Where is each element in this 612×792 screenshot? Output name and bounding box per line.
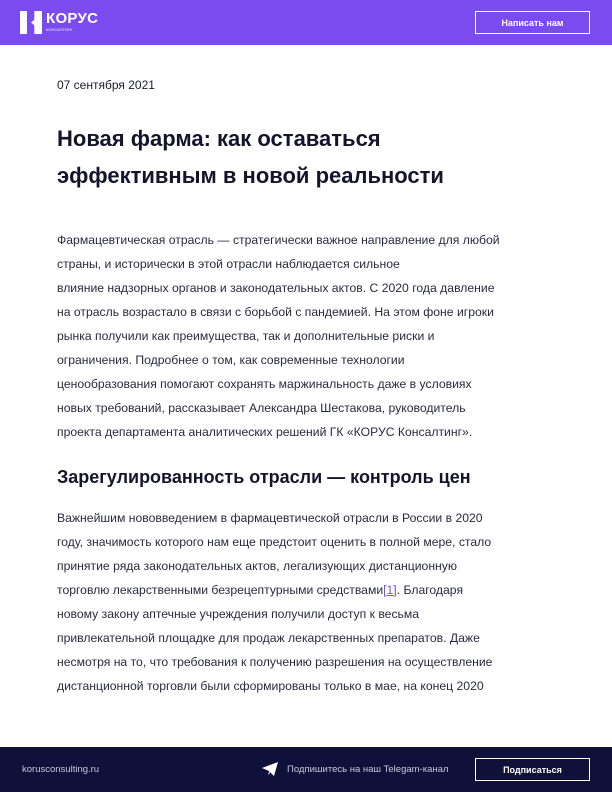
text-line: страны, и исторически в этой отрасли наблюдается сильное	[57, 257, 400, 271]
text-line-with-ref	[57, 578, 557, 602]
telegram-icon	[262, 762, 278, 776]
text-line: рынка получили как преимущества, так и дополнительные риски и	[57, 329, 435, 343]
telegram-text: Подпишитесь на наш Telegam-канал	[287, 763, 449, 775]
intro-paragraph	[57, 228, 557, 444]
text-line: принятие ряда законодательных актов, легализующих дистанционную	[57, 559, 458, 573]
footer	[0, 747, 612, 792]
logo[interactable]	[20, 11, 98, 34]
footnote-link[interactable]: [1]	[383, 583, 397, 597]
text-line: дистанционной торговли были сформированы только в мае, на конец 2020	[57, 679, 484, 693]
telegram-link[interactable]	[262, 762, 448, 776]
text-line: Важнейшим нововведением в фармацевтической отрасли в России в 2020	[57, 511, 483, 525]
text-line: привлекательной площадке для продаж лекарственных препаратов. Даже	[57, 631, 480, 645]
header	[0, 0, 612, 45]
text-line: Фармацевтическая отрасль — стратегически важное направление для любой	[57, 233, 500, 247]
text-line: году, значимость которого нам еще предстоит оценить в полной мере, стало	[57, 535, 492, 549]
text-segment: . Благодаря	[396, 583, 464, 597]
site-link[interactable]: korusconsulting.ru	[22, 764, 100, 775]
text-line: несмотря на то, что требования к получению разрешения на осуществление	[57, 655, 493, 669]
text-line: ограничения. Подробнее о том, как современные технологии	[57, 353, 405, 367]
write-us-button[interactable]: Написать нам	[475, 11, 590, 34]
section-paragraph	[57, 506, 557, 698]
title-line: Новая фарма: как оставаться	[57, 126, 381, 151]
logo-name: КОРУС	[46, 10, 99, 27]
text-line: проекта департамента аналитических решений ГК «КОРУС Консалтинг».	[57, 425, 473, 439]
text-line: влияние надзорных органов и законодательных актов. С 2020 года давление	[57, 281, 495, 295]
article-date: 07 сентября 2021	[57, 78, 155, 92]
logo-sub: КОНСАЛТИНГ	[46, 27, 73, 32]
text-line: на отрасль возрастало в связи с борьбой с пандемией. На этом фоне игроки	[57, 305, 494, 319]
article-title	[57, 120, 557, 194]
text-line: ценообразования помогают сохранять маржинальность даже в условиях	[57, 377, 472, 391]
logo-mark-icon	[20, 11, 42, 34]
section-heading: Зарегулированность отрасли — контроль цен	[57, 467, 471, 487]
text-segment: торговлю лекарственными безрецептурными средствами	[57, 583, 384, 597]
title-line: эффективным в новой реальности	[57, 163, 444, 188]
text-line: новому закону аптечные учреждения получили доступ к весьма	[57, 607, 420, 621]
text-line: новых требований, рассказывает Александра Шестакова, руководитель	[57, 401, 466, 415]
subscribe-button[interactable]: Подписаться	[475, 758, 590, 781]
